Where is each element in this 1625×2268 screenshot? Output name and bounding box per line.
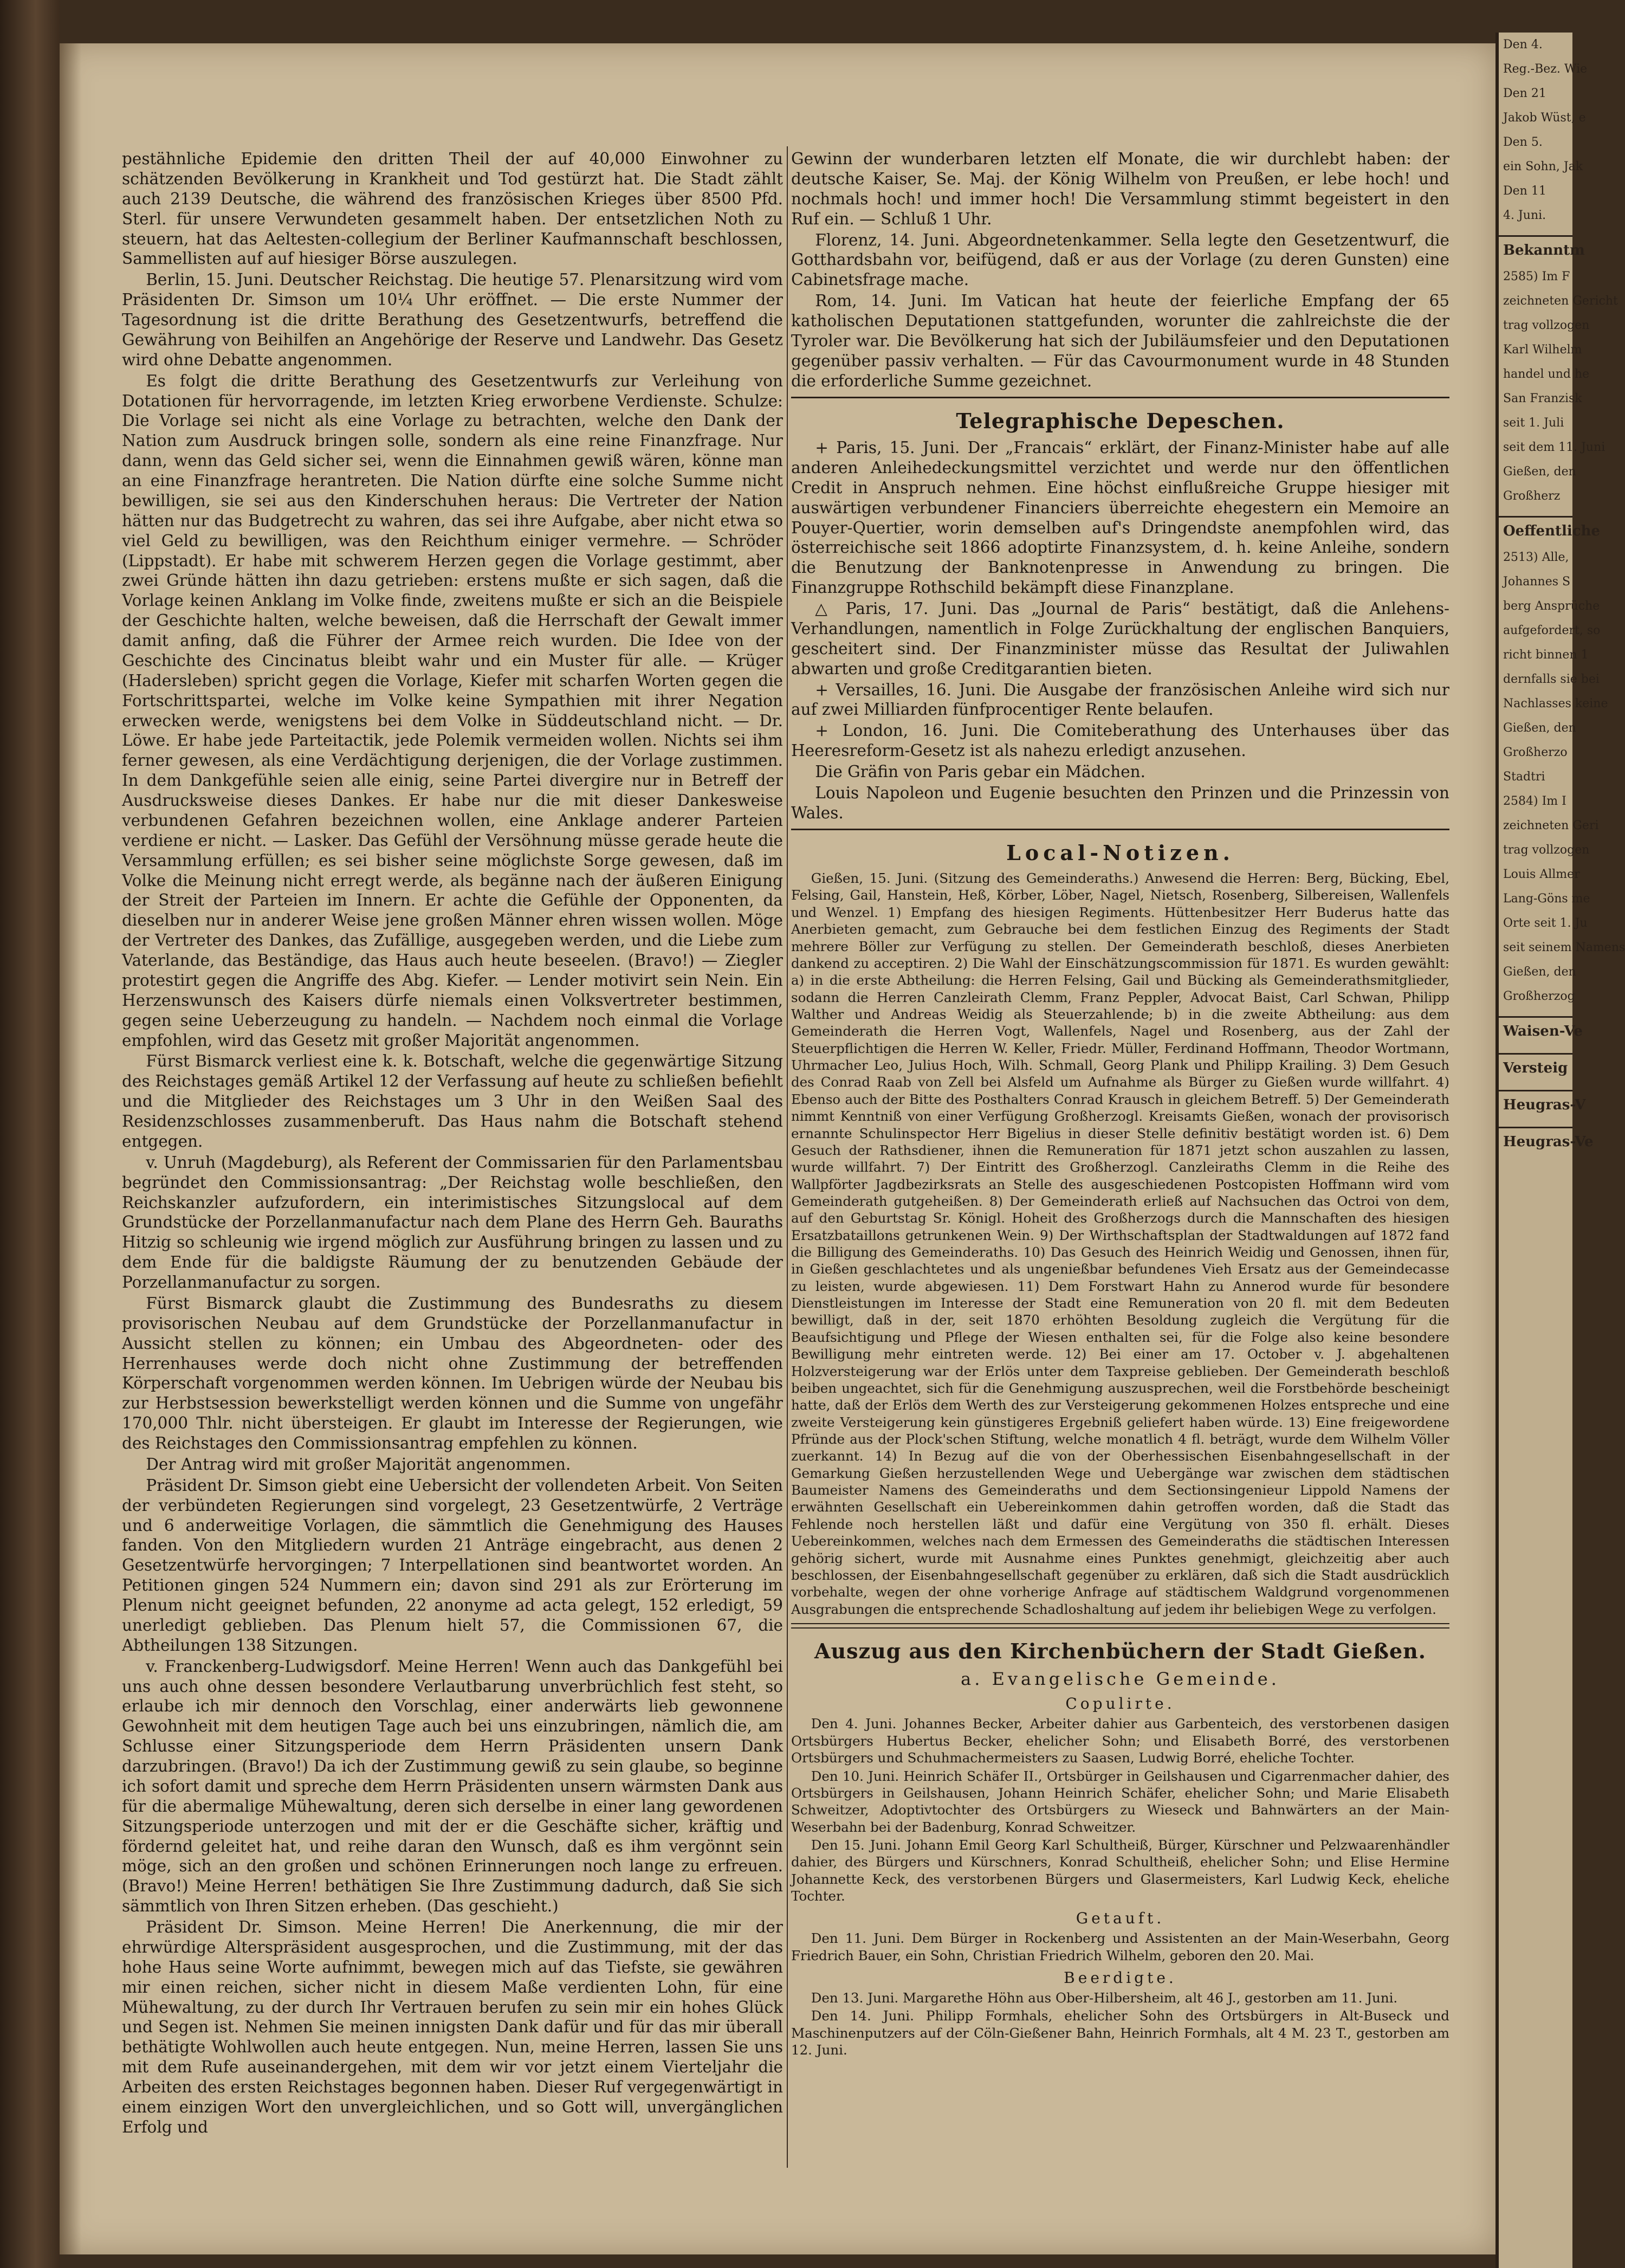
article-paragraph: Rom, 14. Juni. Im Vatican hat heute der feierliche Empfang der 65 katholischen Deputationen stattgefunden, worunter die zahlreichste die der Tyroler war. Die Bevölkerung hat sich der Jubiläumsfeier und den Deputationen gegenüber passiv verhalten. — Für das Cavourmonument wurde in 48 Stunden die erforderliche Summe gezeichnet. xyxy=(791,292,1449,390)
adjacent-page-fragment: Karl Wilhelm xyxy=(1503,343,1582,357)
local-heading: Local-Notizen. xyxy=(1006,840,1234,865)
adjacent-page-fragment: dernfalls sie bei xyxy=(1503,673,1600,686)
copulirte-heading: Copulirte. xyxy=(1065,1695,1175,1713)
record-entry: Den 15. Juni. Johann Emil Georg Karl Schultheiß, Bürger, Kürschner und Pelzwaarenhändler dahier, des Bürgers und Kürschners, Konrad Schultheiß, ehelicher Sohn; und Elise Hermine Johannette Keck, des verstorbenen Bürgers und Glasermeisters, Karl Ludwig Keck, eheliche Tochter. xyxy=(791,1837,1449,1904)
adjacent-page-fragment: Reg.-Bez. Wie xyxy=(1503,62,1588,76)
adjacent-page-fragment: trag vollzogen xyxy=(1503,843,1590,857)
adjacent-page-fragment: Den 5. xyxy=(1503,135,1543,149)
adjacent-page-fragment: San Franzisk xyxy=(1503,392,1582,405)
article-paragraph: Berlin, 15. Juni. Deutscher Reichstag. Die heutige 57. Plenarsitzung wird vom Präsidenten Dr. Simson um 10¼ Uhr eröffnet. — Die erste Nummer der Tagesordnung ist die dritte Berathung des Gesetzentwurfs, betreffend die Gewährung von Beihilfen an Angehörige der Reserve und Landwehr. Das Gesetz wird ohne Debatte angenommen. xyxy=(122,270,783,369)
adjacent-page-fragment: zeichneten Gericht xyxy=(1503,294,1618,308)
telegraph-item: + Versailles, 16. Juni. Die Ausgabe der französischen Anleihe wird sich nur auf zwei Milliarden fünfprocentiger Rente belaufen. xyxy=(791,680,1449,719)
adjacent-page-fragment: Gießen, den xyxy=(1503,965,1576,979)
adjacent-page-fragment: seit 1. Juli xyxy=(1503,416,1564,430)
column-divider xyxy=(787,146,788,2168)
adjacent-page-fragment: Großherzog xyxy=(1503,990,1575,1003)
section-rule xyxy=(791,829,1449,830)
adjacent-page-fragment: Gießen, den xyxy=(1503,465,1576,479)
record-entry: Den 14. Juni. Philipp Formhals, ehelicher Sohn des Ortsbürgers in Alt-Buseck und Maschinenputzers auf der Cöln-Gießener Bahn, Heinrich Formhals, alt 4 M. 23 T., gestorben am 12. Juni. xyxy=(791,2008,1449,2058)
telegraph-heading: Telegraphische Depeschen. xyxy=(956,408,1285,433)
adjacent-page-fragment: aufgefordert, so xyxy=(1503,624,1601,637)
adjacent-page-fragment: Bekanntm xyxy=(1499,235,1572,264)
adjacent-page-fragment: Oeffentliche xyxy=(1499,516,1572,545)
adjacent-page-fragment: Jakob Wüst, e xyxy=(1503,111,1586,125)
adjacent-page-fragment: seit seinem Namens xyxy=(1503,941,1625,954)
adjacent-page-edge xyxy=(1495,33,1625,2268)
section-rule xyxy=(791,1623,1449,1629)
adjacent-page-fragment: Großherz xyxy=(1503,489,1561,503)
adjacent-page-fragment: Nachlasses keine xyxy=(1503,697,1608,710)
adjacent-page-fragment: Johannes S xyxy=(1503,575,1571,589)
adjacent-page-fragment: Großherzo xyxy=(1503,746,1568,759)
book-binding xyxy=(0,0,60,2268)
article-paragraph: Präsident Dr. Simson. Meine Herren! Die Anerkennung, die mir der ehrwürdige Alterspräsident ausgesprochen, und die Zustimmung, mit der das hohe Haus seine Worte aufnimmt, bewegen mich auf das Tiefste, sie gewähren mir einen reichen, sicher nicht in diesem Maße verdienten Lohn, für eine Mühewaltung, zu der durch Ihr Vertrauen berufen zu sein mir ein hohes Glück und Segen ist. Nehmen Sie meinen innigsten Dank dafür und für das mir überall bethätigte Wohlwollen auch heute entgegen. Nun, meine Herren, lassen Sie uns mit dem Rufe auseinandergehen, mit dem wir vor jetzt einem Vierteljahr die Arbeiten des ersten Reichstages begonnen haben. Dieser Ruf vergegenwärtigt in einem einzigen Wort den unvergleichlichen, und so Gott will, unvergänglichen Erfolg und xyxy=(122,1918,783,2136)
adjacent-page-fragment: Stadtri xyxy=(1503,770,1545,784)
article-paragraph: Fürst Bismarck glaubt die Zustimmung des Bundesraths zu diesem provisorischen Neubau auf dem Grundstücke der Porzellanmanufactur in Aussicht stellen zu können; ein Umbau des Abgeordneten- oder des Herrenhauses werde doch nicht ohne Zustimmung der betreffenden Körperschaft vorgenommen werden können. Im Uebrigen würde der Neubau bis zur Herbstsession bewerkstelligt werden können und die Summe von ungefähr 170,000 Thlr. nicht übersteigen. Er glaubt im Interesse der Regierungen, wie des Reichstages den Commissionsantrag empfehlen zu können. xyxy=(122,1294,783,1452)
telegraph-item: Die Gräfin von Paris gebar ein Mädchen. xyxy=(815,763,1146,781)
article-paragraph: Es folgt die dritte Berathung des Gesetzentwurfs zur Verleihung von Dotationen für hervorragende, im letzten Krieg erworbene Verdienste. Schulze: Die Vorlage sei nicht als eine Vorlage zu betrachten, welche den Dank der Nation zum Ausdruck bringen solle, sondern als eine reine Finanzfrage. Nur dann, wenn das Geld sicher sei, wenn die Einnahmen gewiß wären, könne man an eine Finanzfrage herantreten. Die Nation dürfte eine solche Summe nicht bewilligen, sie sei aus den Kinderschuhen heraus: Die Vertreter der Nation hätten nur das Budgetrecht zu wahren, das sei ihre Aufgabe, aber nicht etwa so viel Geld zu bewilligen, was den Reichthum einiger vermehre. — Schröder (Lippstadt). Er habe mit schwerem Herzen gegen die Vorlage gestimmt, aber zwei Gründe hätten ihn dazu getrieben: erstens mußte er sich sagen, daß die Vorlage keinen Anklang im Volke finde, zweitens mußte er sich an die Beispiele der Geschichte halten, welche beweisen, daß die Herrschaft der Gewalt immer damit anfing, daß die Führer der Armee reich wurden. Die Idee von der Geschichte des Cincinatus bleibt wahr und ein Muster für alle. — Krüger (Hadersleben) spricht gegen die Vorlage, Kiefer mit scharfen Worten gegen die Fortschrittspartei, welche im Volke keine Sympathien mit ihrer Negation erwecken werde, wenigstens bei dem Volke in Süddeutschland nicht. — Dr. Löwe. Er habe jede Parteitactik, jede Polemik vermeiden wollen. Nichts sei ihm ferner gewesen, als eine Verdächtigung derjenigen, die der Vorlage zustimmen. In dem Dankgefühle seien alle einig, seine Partei divergire nur in Betreff der Ausdrucksweise dieses Dankes. Er habe nur die mit dieser Dankesweise verbundenen Gefahren bezeichnen wollen, eine Anklage anderer Parteien verdiene er nicht. — Lasker. Das Gefühl der Versöhnung müsse gerade heute die Versammlung erfüllen; es sei bisher seine möglichste Sorge gewesen, daß im Volke die Meinung nicht erregt werde, als begänne nach der äußeren Einigung der Streit der Parteien im Innern. Er achte die Gefühle der Opponenten, da dieselben nur in anderer Weise jene großen Männer ehren wissen wollen. Möge der Vertreter des Dankes, das Zufällige, ausgegeben werden, und die Liebe zum Vaterlande, das Beständige, das Haus auch heute beseelen. (Bravo!) — Ziegler protestirt gegen die Angriffe des Abg. Kiefer. — Lender motivirt sein Nein. Ein Herzenswunsch des Kaisers dürfe niemals einen Volksvertreter bestimmen, gegen seine Ueberzeugung zu handeln. — Nachdem noch einmal die Vorlage empfohlen, wird das Gesetz mit großer Majorität angenommen. xyxy=(122,371,783,1050)
article-paragraph: Florenz, 14. Juni. Abgeordnetenkammer. Sella legte den Gesetzentwurf, die Gotthardsbahn vor, beifügend, daß er aus der Vorlage (zu deren Gunsten) eine Cabinetsfrage mache. xyxy=(791,230,1449,289)
adjacent-page-fragment: Gießen, den xyxy=(1503,721,1576,735)
article-paragraph: Präsident Dr. Simson giebt eine Uebersicht der vollendeten Arbeit. Von Seiten der verbündeten Regierungen sind vorgelegt, 23 Gesetzentwürfe, 2 Verträge und 6 anderweitige Vorlagen, die sämmtlich die Genehmigung des Hauses fanden. Von den Mitgliedern wurden 21 Anträge eingebracht, aus denen 2 Gesetzentwürfe hervorgingen; 7 Interpellationen sind beantwortet worden. An Petitionen gingen 524 Nummern ein; davon sind 291 als zur Erörterung im Plenum nicht geeignet befunden, 22 anonyme ad acta gelegt, 152 erledigt, 59 unerledigt geblieben. Das Plenum hielt 57, die Commissionen 67, die Abtheilungen 138 Sitzungen. xyxy=(122,1476,783,1655)
adjacent-page-fragment: Heugras-Ve xyxy=(1499,1127,1572,1156)
adjacent-page-fragment: 2584) Im I xyxy=(1503,794,1566,808)
telegraph-item: + London, 16. Juni. Die Comiteberathung des Unterhauses über das Heeresreform-Gesetz ist als nahezu erledigt anzusehen. xyxy=(791,721,1449,760)
telegraph-item: Louis Napoleon und Eugenie besuchten den Prinzen und die Prinzessin von Wales. xyxy=(791,783,1449,822)
left-column xyxy=(122,149,783,2138)
local-text: Gießen, 15. Juni. (Sitzung des Gemeinderaths.) Anwesend die Herren: Berg, Bücking, Ebel, Felsing, Gail, Hanstein, Heß, Körber, Löber, Nagel, Nietsch, Rosenberg, Silbereisen, Wallenfels und Wenzel. 1) Empfang des hiesigen Regiments. Hüttenbesitzer Herr Buderus hatte das Anerbieten gemacht, zum Gebrauche bei dem festlichen Einzug des Regiments der Stadt mehrere Böller zur Verfügung zu stellen. Der Gemeinderath beschloß, dieses Anerbieten dankend zu acceptiren. 2) Die Wahl der Einschätzungscommission für 1871. Es wurden gewählt: a) in die erste Abtheilung: die Herren Felsing, Gail und Bücking als Gemeinderathsmitglieder, sodann die Herren Canzleirath Clemm, Franz Peppler, Advocat Baist, Carl Schwan, Philipp Walther und Andreas Weidig als Steuerzahlende; b) in die zweite Abtheilung: aus dem Gemeinderath die Herren Vogt, Wallenfels, Nagel und Rosenberg, aus der Zahl der Steuerpflichtigen die Herren W. Keller, Friedr. Müller, Ferdinand Hoffmann, Theodor Wortmann, Uhrmacher Leo, Julius Hoch, Wilh. Schmall, Georg Plank und Philipp Krailing. 3) Dem Gesuch des Conrad Raab von Zell bei Alsfeld um Aufnahme als Bürger zu Gießen wurde willfahrt. 4) Ebenso auch der Bitte des Posthalters Conrad Krausch in gleichem Betreff. 5) Der Gemeinderath nimmt Kenntniß von einer Verfügung Großherzogl. Kreisamts Gießen, wonach der provisorisch ernannte Schulinspector Herr Bigelius in dieser Stelle definitiv bestätigt worden ist. 6) Dem Gesuch der Rathsdiener, ihnen die Remuneration für 1871 jetzt schon auszahlen zu lassen, wurde willfahrt. 7) Der Eintritt des Großherzogl. Canzleiraths Clemm in die Reihe des Wallpförter Jagdbezirksrats an Stelle des ausgeschiedenen Postcopisten Hoffmann wird vom Gemeinderath gutgeheißen. 8) Der Gemeinderath erließ auf Nachsuchen das Octroi von dem, auf den Geburtstag Sr. Königl. Hoheit des Großherzogs durch die Mannschaften des hiesigen Ersatzbataillons getrunkenen Wein. 9) Der Wirthschaftsplan der Stadtwaldungen auf 1872 fand die Billigung des Gemeinderaths. 10) Das Gesuch des Heinrich Weidig und Genossen, ihnen für, in Gießen geschlachtetes und als ungenießbar befundenes Vieh Ersatz aus der Gemeindecasse zu leisten, wurde abgewiesen. 11) Dem Forstwart Hahn zu Annerod wurde für besondere Dienstleistungen im Interesse der Stadt eine Remuneration von 20 fl. mit dem Bedeuten bewilligt, daß in der, seit 1870 erhöhten Besoldung zugleich die Vergütung für die Beaufsichtigung und Pflege der Wiesen enthalten sei, für die Folge also keine besondere Bewilligung mehr eintreten werde. 12) Bei einer am 17. October v. J. abgehaltenen Holzversteigerung war der Erlös unter dem Taxpreise geblieben. Der Gemeinderath beschloß beiben ungeachtet, sich für die Genehmigung auszusprechen, weil die Forstbehörde bescheinigt hatte, daß der Erlös dem Werth des zur Versteigerung gekommenen Holzes entspreche und eine zweite Versteigerung kein günstigeres Ergebniß geliefert haben würde. 13) Eine freigewordene Pfründe aus der Plock'schen Stiftung, welche monatlich 4 fl. beträgt, wurde dem Wilhelm Völler zuerkannt. 14) In Bezug auf die von der Oberhessischen Eisenbahngesellschaft in der Gemarkung Gießen herzustellenden Wege und Uebergänge war zwischen dem städtischen Baumeister Namens des Gemeinderaths und dem Sectionsingenieur Lippold Namens der erwähnten Gesellschaft ein Uebereinkommen dahin getroffen worden, daß die Stadt das Fehlende noch herstellen läßt und dafür eine Vergütung von 350 fl. erhält. Dieses Uebereinkommen, welches nach dem Ermessen des Gemeinderaths die städtischen Interessen gehörig sichert, wurde mit Ausnahme eines Punktes genehmigt, gleichzeitig aber auch beschlossen, der Eisenbahngesellschaft gegenüber zu erklären, daß sich die Stadt ausdrücklich vorbehalte, wegen der ohne vorherige Anfrage auf städtischem Waldgrund vorgenommenen Ausgrabungen die entsprechende Schadloshaltung auf jedem ihr beliebigen Wege zu verfolgen. xyxy=(791,870,1449,1617)
adjacent-page-fragment: Heugras-V xyxy=(1499,1090,1572,1119)
adjacent-page-fragment: seit dem 11. Juni xyxy=(1503,441,1605,454)
adjacent-page-fragment: Orte seit 1. Ju xyxy=(1503,916,1588,930)
article-paragraph: pestähnliche Epidemie den dritten Theil der auf 40,000 Einwohner zu schätzenden Bevölkerung in Krankheit und Tod gestürzt hat. Die Stadt zählt auch 2139 Deutsche, die während des französischen Krieges über 8500 Pfd. Sterl. für unsere Verwundeten gesammelt haben. Der entsetzlichen Noth zu steuern, hat das Aeltesten-collegium der Berliner Kaufmannschaft beschlossen, Sammellisten auf auf hiesiger Börse auszulegen. xyxy=(122,150,783,268)
church-heading: Auszug aus den Kirchenbüchern der Stadt Gießen. xyxy=(814,1638,1426,1663)
right-column xyxy=(791,149,1449,2060)
telegraph-item: △ Paris, 17. Juni. Das „Journal de Paris“ bestätigt, daß die Anlehens-Verhandlungen, namentlich in Folge Zurückhaltung der englischen Banquiers, gescheitert sind. Der Finanzminister müsse das Resultat der Juliwahlen abwarten und große Creditgarantien bieten. xyxy=(791,599,1449,678)
adjacent-page-fragment: zeichneten Geri xyxy=(1503,819,1599,832)
record-entry: Den 10. Juni. Heinrich Schäfer II., Ortsbürger in Geilshausen und Cigarrenmacher dahier, des Ortsbürgers in Geilshausen, Johann Heinrich Schäfer, ehelicher Sohn; und Marie Elisabeth Schweitzer, Adoptivtochter des Ortsbürgers zu Wieseck und Bahnwärters an der Main-Weserbahn bei der Badenburg, Konrad Schweitzer. xyxy=(791,1768,1449,1835)
adjacent-page-fragment: Lang-Göns me xyxy=(1503,892,1590,906)
adjacent-page-fragment: Louis Allmer xyxy=(1503,868,1580,881)
record-entry: Den 11. Juni. Dem Bürger in Rockenberg und Assistenten an der Main-Weserbahn, Georg Friedrich Bauer, ein Sohn, Christian Friedrich Wilhelm, geboren den 20. Mai. xyxy=(791,1930,1449,1963)
article-paragraph: Fürst Bismarck verliest eine k. k. Botschaft, welche die gegenwärtige Sitzung des Reichstages gemäß Artikel 12 der Verfassung auf heute zu schließen befiehlt und die Mitglieder des Reichstages um 3 Uhr in den Weißen Saal des Residenzschlosses zusammenberuft. Das Haus nahm die Botschaft stehend entgegen. xyxy=(122,1052,783,1151)
adjacent-page-fragment: 4. Juni. xyxy=(1503,209,1546,222)
adjacent-page-fragment: Den 11 xyxy=(1503,184,1546,198)
article-paragraph: Der Antrag wird mit großer Majorität angenommen. xyxy=(146,1455,571,1474)
adjacent-page-fragment: richt binnen 1 xyxy=(1503,648,1589,662)
adjacent-page-fragment: berg Ansprüche xyxy=(1503,599,1600,613)
church-subheading: a. Evangelische Gemeinde. xyxy=(961,1669,1280,1690)
adjacent-page-fragment: handel und he xyxy=(1503,367,1590,381)
adjacent-page-fragment: Versteig xyxy=(1499,1053,1572,1082)
article-paragraph: Gewinn der wunderbaren letzten elf Monate, die wir durchlebt haben: der deutsche Kaiser, Se. Maj. der König Wilhelm von Preußen, er lebe hoch! und nochmals hoch! und immer hoch! Die Versammlung stimmt begeistert in den Ruf ein. — Schluß 1 Uhr. xyxy=(791,150,1449,228)
beerdigte-heading: Beerdigte. xyxy=(1064,1969,1177,1987)
article-paragraph: v. Franckenberg-Ludwigsdorf. Meine Herren! Wenn auch das Dankgefühl bei uns auch ohne dessen besondere Verlautbarung unverbrüchlich fest steht, so erlaube ich mir dennoch den Vorschlag, einer anderwärts lieb gewonnene Gewohnheit mit dem heutigen Tage auch bei uns einzubringen, nämlich die, am Schlusse einer Sitzungsperiode dem Herrn Präsidenten unsern Dank darzubringen. (Bravo!) Da ich der Zustimmung gewiß zu sein glaube, so beginne ich sofort damit und spreche dem Herrn Präsidenten unsern wärmsten Dank aus für die abermalige Mühewaltung, deren sich derselbe in einer lang gewordenen Sitzungsperiode unterzogen und mit der er die Geschäfte sicher, kräftig und fördernd geleitet hat, und reihe daran den Wunsch, daß es ihm vergönnt sein möge, sich an den großen und schönen Erinnerungen noch lange zu erfreuen. (Bravo!) Meine Herren! bethätigen Sie Ihre Zustimmung dadurch, daß Sie sich sämmtlich von Ihren Sitzen erheben. (Das geschieht.) xyxy=(122,1657,783,1916)
section-rule xyxy=(791,397,1449,398)
adjacent-page-fragment: Waisen-Ve xyxy=(1499,1016,1572,1045)
adjacent-page-fragment: trag vollzogen xyxy=(1503,319,1590,332)
telegraph-item: + Paris, 15. Juni. Der „Francais“ erklärt, der Finanz-Minister habe auf alle anderen Anleihedeckungsmittel verzichtet und werde nur den öffentlichen Credit in Anspruch nehmen. Eine höchst einflußreiche Gruppe hiesiger mit auswärtigen verbundener Financiers überreichte ehegestern ein Memoire an Pouyer-Quertier, worin demselben auf's Dringendste anempfohlen wird, das österreichische seit 1866 adoptirte Finanzsystem, d. h. keine Anleihe, sondern die Benutzung der Banknotenpresse in Anwendung zu bringen. Die Finanzgruppe Rothschild bekämpft diese Finanzplane. xyxy=(791,438,1449,597)
record-entry: Den 13. Juni. Margarethe Höhn aus Ober-Hilbersheim, alt 46 J., gestorben am 11. Juni. xyxy=(811,1990,1398,2006)
getauft-heading: Getauft. xyxy=(1076,1909,1165,1928)
adjacent-page-fragment: 2585) Im F xyxy=(1503,270,1570,283)
adjacent-page-fragment: 2513) Alle, xyxy=(1503,551,1569,564)
adjacent-page-fragment: ein Sohn, Jak xyxy=(1503,160,1583,173)
adjacent-page-fragment: Den 4. xyxy=(1503,38,1543,51)
adjacent-page-fragment: Den 21 xyxy=(1503,87,1546,100)
record-entry: Den 4. Juni. Johannes Becker, Arbeiter dahier aus Garbenteich, des verstorbenen dasigen Ortsbürgers Hubertus Becker, ehelicher Sohn; und Elisabeth Borré, des verstorbenen Ortsbürgers und Schuhmachermeisters zu Saasen, Ludwig Borré, eheliche Tochter. xyxy=(791,1716,1449,1766)
article-paragraph: v. Unruh (Magdeburg), als Referent der Commissarien für den Parlamentsbau begründet den Commissionsantrag: „Der Reichstag wolle beschließen, den Reichskanzler aufzufordern, ein interimistisches Sitzungslocal auf dem Grundstücke der Porzellanmanufactur nach dem Plane des Herrn Geh. Bauraths Hitzig so schleunig wie irgend möglich zur Ausführung bringen zu lassen und zu dem Ende für die baldigste Räumung der zu benutzenden Gebäude der Porzellanmanufactur zu sorgen. xyxy=(122,1153,783,1291)
